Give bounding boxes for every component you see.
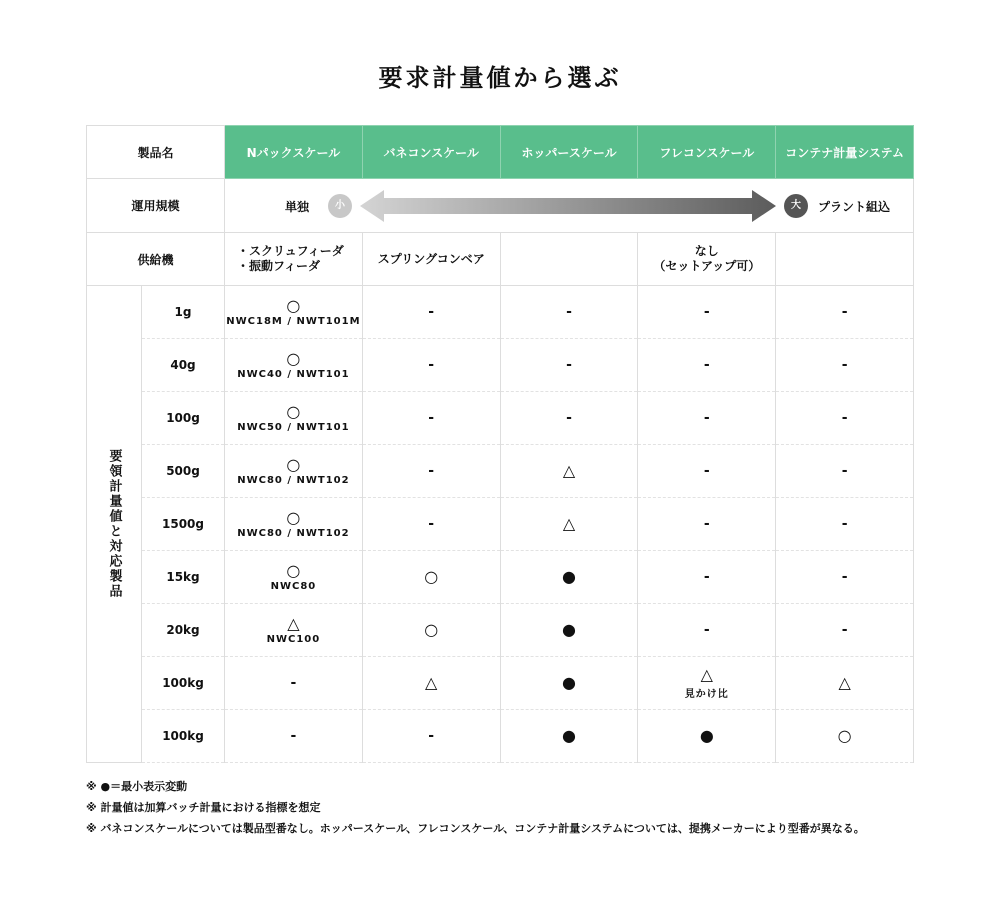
circle-icon: ○ bbox=[286, 296, 301, 315]
feeder-label: 供給機 bbox=[87, 233, 225, 286]
value-cell bbox=[638, 392, 776, 445]
weight-cell: 100kg bbox=[142, 710, 225, 763]
weight-cell: 15kg bbox=[142, 551, 225, 604]
value-cell bbox=[225, 445, 363, 498]
scale-left-label: 単独 bbox=[285, 200, 310, 214]
double-arrow-icon bbox=[360, 190, 776, 222]
feeder-cell bbox=[225, 233, 363, 286]
dash-mark: - bbox=[703, 304, 710, 320]
header-label: 製品名 bbox=[87, 126, 225, 179]
value-cell bbox=[362, 657, 500, 710]
dash-mark: - bbox=[703, 357, 710, 373]
dash-mark: - bbox=[841, 516, 848, 532]
value-cell bbox=[225, 286, 363, 339]
circle-icon: ○ bbox=[424, 620, 439, 639]
footnotes bbox=[86, 776, 916, 839]
model-note: NWC50 / NWT101 bbox=[237, 422, 350, 433]
value-cell bbox=[776, 710, 914, 763]
dash-mark: - bbox=[703, 410, 710, 426]
large-badge: 大 bbox=[784, 194, 808, 218]
value-cell bbox=[500, 551, 638, 604]
product-flecon: フレコンスケール bbox=[638, 126, 776, 179]
value-cell bbox=[500, 657, 638, 710]
weight-cell: 20kg bbox=[142, 604, 225, 657]
weight-cell: 100g bbox=[142, 392, 225, 445]
value-cell bbox=[362, 498, 500, 551]
triangle-icon: △ bbox=[700, 665, 713, 684]
feeder-cell bbox=[776, 233, 914, 286]
dash-mark: - bbox=[841, 410, 848, 426]
small-badge: 小 bbox=[328, 194, 352, 218]
dash-mark: - bbox=[290, 675, 297, 691]
circle-icon: ○ bbox=[837, 726, 852, 745]
dash-mark: - bbox=[428, 410, 435, 426]
feeder-line: なし bbox=[694, 244, 719, 258]
feeder-line: ・スクリュフィーダ bbox=[237, 244, 344, 258]
footnote: ※ バネコンスケールについては製品型番なし。ホッパースケール、フレコンスケール、コンテナ計量システムについては、提携メーカーにより型番が異なる。 bbox=[86, 822, 865, 835]
model-note: NWC80 bbox=[270, 581, 317, 592]
circle-icon: ○ bbox=[286, 402, 301, 421]
feeder-row bbox=[87, 233, 914, 286]
value-cell bbox=[362, 286, 500, 339]
value-cell bbox=[500, 604, 638, 657]
table-row bbox=[87, 339, 914, 392]
filled-circle-icon: ● bbox=[562, 726, 576, 745]
value-cell bbox=[638, 657, 776, 710]
value-cell bbox=[362, 710, 500, 763]
page-title: 要求計量値から選ぶ bbox=[378, 64, 622, 92]
value-cell bbox=[638, 551, 776, 604]
weight-cell: 40g bbox=[142, 339, 225, 392]
value-cell bbox=[362, 392, 500, 445]
value-cell bbox=[362, 604, 500, 657]
value-cell bbox=[225, 657, 363, 710]
value-cell bbox=[500, 392, 638, 445]
weight-cell: 500g bbox=[142, 445, 225, 498]
triangle-icon: △ bbox=[562, 461, 576, 480]
feeder-cell bbox=[500, 233, 638, 286]
dash-mark: - bbox=[566, 357, 572, 373]
value-cell bbox=[225, 551, 363, 604]
triangle-icon: △ bbox=[425, 673, 438, 692]
value-cell bbox=[638, 498, 776, 551]
table-row bbox=[87, 710, 914, 763]
weight-cell: 1500g bbox=[142, 498, 225, 551]
dash-mark: - bbox=[428, 304, 435, 320]
scale-right-label: プラント組込 bbox=[818, 200, 891, 214]
value-cell bbox=[225, 498, 363, 551]
circle-icon: ○ bbox=[424, 567, 439, 586]
value-cell bbox=[362, 445, 500, 498]
group-label: 要領計量値と対応製品 bbox=[106, 449, 122, 599]
filled-circle-icon: ● bbox=[699, 726, 714, 745]
value-cell bbox=[776, 498, 914, 551]
value-cell bbox=[362, 339, 500, 392]
value-cell bbox=[500, 286, 638, 339]
feeder-line: （セットアップ可） bbox=[653, 259, 761, 273]
circle-icon: ○ bbox=[286, 349, 301, 368]
value-cell bbox=[638, 339, 776, 392]
value-cell bbox=[638, 604, 776, 657]
feeder-line: ・振動フィーダ bbox=[237, 259, 321, 273]
dash-mark: - bbox=[290, 728, 297, 744]
dash-mark: - bbox=[841, 357, 848, 373]
triangle-icon: △ bbox=[287, 614, 300, 633]
model-note: NWC18M / NWT101M bbox=[226, 316, 361, 327]
dash-mark: - bbox=[703, 569, 710, 585]
value-cell bbox=[776, 339, 914, 392]
dash-mark: - bbox=[703, 622, 710, 638]
circle-icon: ○ bbox=[286, 455, 301, 474]
table-row bbox=[87, 392, 914, 445]
feeder-cell bbox=[362, 233, 500, 286]
footnote: ※ 計量値は加算バッチ計量における指標を想定 bbox=[86, 801, 321, 814]
dash-mark: - bbox=[428, 728, 435, 744]
product-hopper: ホッパースケール bbox=[500, 126, 638, 179]
dash-mark: - bbox=[428, 357, 435, 373]
value-cell bbox=[362, 551, 500, 604]
table-row bbox=[87, 551, 914, 604]
feeder-line: スプリングコンベア bbox=[377, 251, 485, 266]
model-note: 見かけ比 bbox=[684, 689, 729, 700]
value-cell bbox=[638, 445, 776, 498]
filled-circle-icon: ● bbox=[562, 673, 576, 692]
value-cell bbox=[225, 604, 363, 657]
table-row bbox=[87, 657, 914, 710]
value-cell bbox=[500, 339, 638, 392]
dash-mark: - bbox=[566, 304, 572, 320]
triangle-icon: △ bbox=[562, 514, 576, 533]
header-row bbox=[87, 126, 914, 179]
product-container: コンテナ計量システム bbox=[776, 126, 914, 179]
product-banecon: バネコンスケール bbox=[362, 126, 500, 179]
model-note: NWC100 bbox=[266, 634, 321, 645]
model-note: NWC80 / NWT102 bbox=[237, 475, 350, 486]
model-note: NWC80 / NWT102 bbox=[237, 528, 350, 539]
dash-mark: - bbox=[841, 569, 848, 585]
value-cell bbox=[638, 710, 776, 763]
value-cell bbox=[500, 445, 638, 498]
table-row bbox=[87, 445, 914, 498]
filled-circle-icon: ● bbox=[562, 567, 576, 586]
product-n-pack: Nパックスケール bbox=[225, 126, 363, 179]
dash-mark: - bbox=[841, 304, 848, 320]
weight-cell: 100kg bbox=[142, 657, 225, 710]
model-note: NWC40 / NWT101 bbox=[237, 369, 350, 380]
value-cell bbox=[776, 657, 914, 710]
dash-mark: - bbox=[428, 463, 435, 479]
filled-circle-icon: ● bbox=[562, 620, 576, 639]
circle-icon: ○ bbox=[286, 508, 301, 527]
weight-cell: 1g bbox=[142, 286, 225, 339]
dash-mark: - bbox=[841, 622, 848, 638]
group-label-cell bbox=[87, 286, 142, 763]
value-cell bbox=[225, 392, 363, 445]
circle-icon: ○ bbox=[286, 561, 301, 580]
value-cell bbox=[638, 286, 776, 339]
table-row bbox=[87, 498, 914, 551]
footnote: ※ ●＝最小表示変動 bbox=[86, 780, 188, 793]
table-row bbox=[87, 286, 914, 339]
value-cell bbox=[225, 710, 363, 763]
triangle-icon: △ bbox=[838, 673, 851, 692]
value-cell bbox=[776, 445, 914, 498]
feeder-cell bbox=[638, 233, 776, 286]
value-cell bbox=[776, 604, 914, 657]
value-cell bbox=[776, 392, 914, 445]
scale-indicator bbox=[225, 179, 913, 232]
value-cell bbox=[500, 710, 638, 763]
dash-mark: - bbox=[428, 516, 435, 532]
scale-row bbox=[87, 179, 914, 233]
scale-label: 運用規模 bbox=[87, 179, 225, 233]
value-cell bbox=[776, 286, 914, 339]
dash-mark: - bbox=[703, 463, 710, 479]
dash-mark: - bbox=[566, 410, 572, 426]
value-cell bbox=[500, 498, 638, 551]
value-cell bbox=[776, 551, 914, 604]
dash-mark: - bbox=[703, 516, 710, 532]
table-row bbox=[87, 604, 914, 657]
value-cell bbox=[225, 339, 363, 392]
dash-mark: - bbox=[841, 463, 848, 479]
product-table bbox=[86, 125, 914, 763]
